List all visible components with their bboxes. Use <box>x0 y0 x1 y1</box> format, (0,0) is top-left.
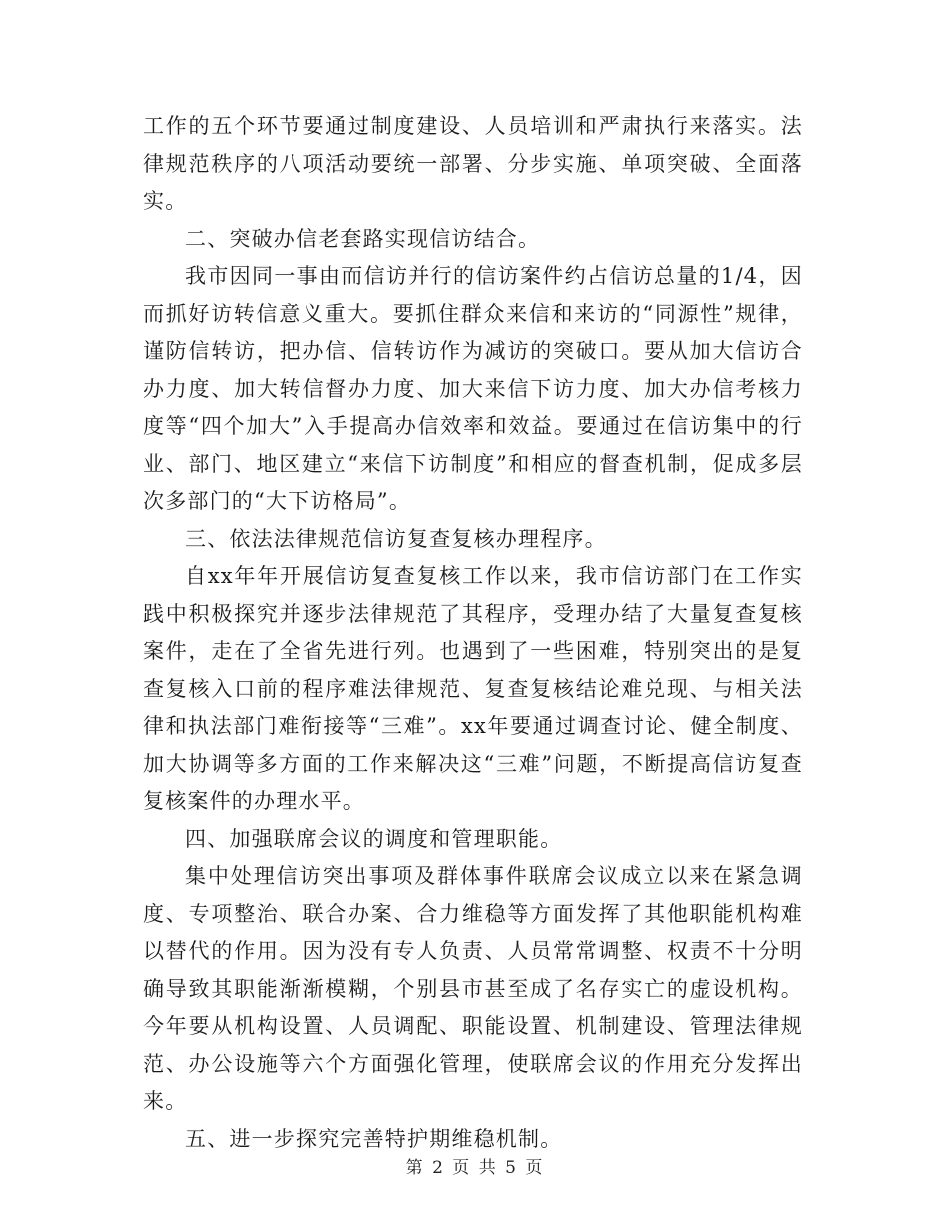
paragraph: 自xx年年开展信访复查复核工作以来，我市信访部门在工作实践中积极探究并逐步法律规范了其程序，受理办结了大量复查复核案件，走在了全省先进行列。也遇到了一些困难，特别突出的是复查复核入口前的程序难法律规范、复查复核结论难兑现、与相关法律和执法部门难衔接等“三难”。xx年要通过调查讨论、健全制度、加大协调等多方面的工作来解决这“三难”问题，不断提高信访复查复核案件的办理水平。 <box>143 564 803 813</box>
paragraph-continued: 工作的五个环节要通过制度建设、人员培训和严肃执行来落实。法律规范秩序的八项活动要统一部署、分步实施、单项突破、全面落实。 <box>143 114 803 213</box>
page-number-footer: 第 2 页 共 5 页 <box>405 1158 545 1178</box>
section-heading-2: 二、突破办信老套路实现信访结合。 <box>185 226 541 251</box>
section-heading-4: 四、加强联席会议的调度和管理职能。 <box>185 826 563 851</box>
section-heading-3: 三、依法法律规范信访复查复核办理程序。 <box>185 526 607 551</box>
paragraph: 集中处理信访突出事项及群体事件联席会议成立以来在紧急调度、专项整治、联合办案、合力维稳等方面发挥了其他职能机构难以替代的作用。因为没有专人负责、人员常常调整、权责不十分明确导致其职能渐渐模糊，个别县市甚至成了名存实亡的虚设机构。今年要从机构设置、人员调配、职能设置、机制建设、管理法律规范、办公设施等六个方面强化管理，使联席会议的作用充分发挥出来。 <box>143 864 803 1113</box>
paragraph: 我市因同一事由而信访并行的信访案件约占信访总量的1/4，因而抓好访转信意义重大。要抓住群众来信和来访的“同源性”规律，谨防信转访，把办信、信转访作为减访的突破口。要从加大信访合办力度、加大转信督办力度、加大来信下访力度、加大办信考核力度等“四个加大”入手提高办信效率和效益。要通过在信访集中的行业、部门、地区建立“来信下访制度”和相应的督查机制，促成多层次多部门的“大下访格局”。 <box>143 264 803 513</box>
document-body <box>143 108 803 1158</box>
section-heading-5: 五、进一步探究完善特护期维稳机制。 <box>185 1126 563 1151</box>
